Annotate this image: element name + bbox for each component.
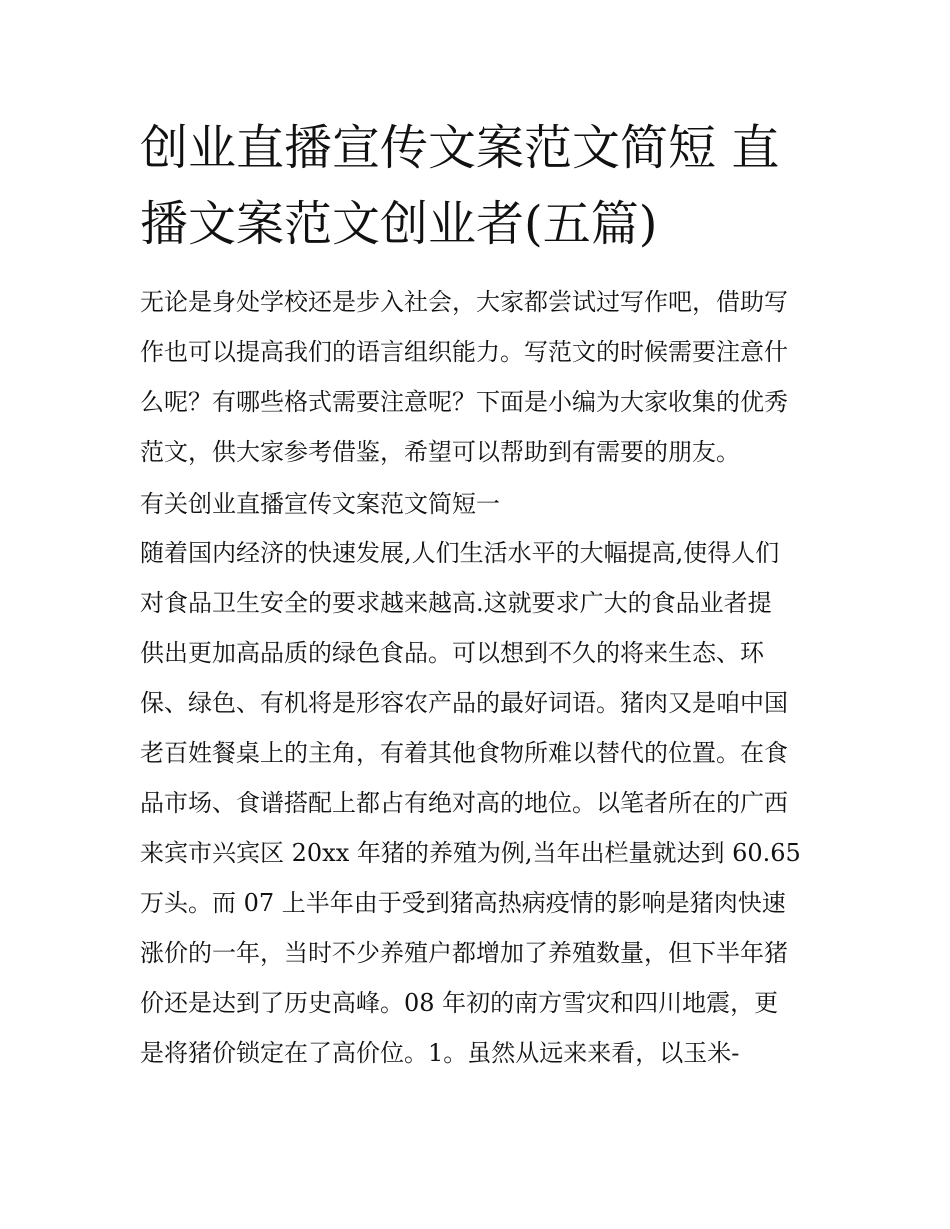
body-line-8: 万头。而 07 上半年由于受到猪高热病疫情的影响是猪肉快速 bbox=[140, 889, 786, 917]
section-heading: 有关创业直播宣传文案范文简短一 bbox=[140, 490, 500, 518]
body-line-5: 老百姓餐桌上的主角，有着其他食物所难以替代的位置。在食 bbox=[140, 739, 788, 767]
intro-line-1: 无论是身处学校还是步入社会，大家都尝试过写作吧，借助写 bbox=[140, 288, 788, 316]
body-line-7: 来宾市兴宾区 20xx 年猪的养殖为例,当年出栏量就达到 60.65 bbox=[140, 839, 801, 867]
body-line-1: 随着国内经济的快速发展,人们生活水平的大幅提高,使得人们 bbox=[140, 539, 780, 567]
intro-line-4: 范文，供大家参考借鉴，希望可以帮助到有需要的朋友。 bbox=[140, 438, 740, 466]
intro-line-2: 作也可以提高我们的语言组织能力。写范文的时候需要注意什 bbox=[140, 338, 788, 366]
body-line-11: 是将猪价锁定在了高价位。1。虽然从远来来看，以玉米- bbox=[140, 1039, 740, 1067]
body-line-9: 涨价的一年，当时不少养殖户都增加了养殖数量，但下半年猪 bbox=[140, 939, 788, 967]
body-line-2: 对食品卫生安全的要求越来越高.这就要求广大的食品业者提 bbox=[140, 589, 772, 617]
body-line-6: 品市场、食谱搭配上都占有绝对高的地位。以笔者所在的广西 bbox=[140, 789, 788, 817]
intro-line-3: 么呢？有哪些格式需要注意呢？下面是小编为大家收集的优秀 bbox=[140, 388, 788, 416]
body-line-4: 保、绿色、有机将是形容农产品的最好词语。猪肉又是咱中国 bbox=[140, 689, 788, 717]
document-title: 创业直播宣传文案范文简短 直播文案范文创业者(五篇) bbox=[140, 120, 780, 252]
body-line-10: 价还是达到了历史高峰。08 年初的南方雪灾和四川地震，更 bbox=[140, 989, 779, 1017]
body-line-3: 供出更加高品质的绿色食品。可以想到不久的将来生态、环 bbox=[140, 639, 764, 667]
